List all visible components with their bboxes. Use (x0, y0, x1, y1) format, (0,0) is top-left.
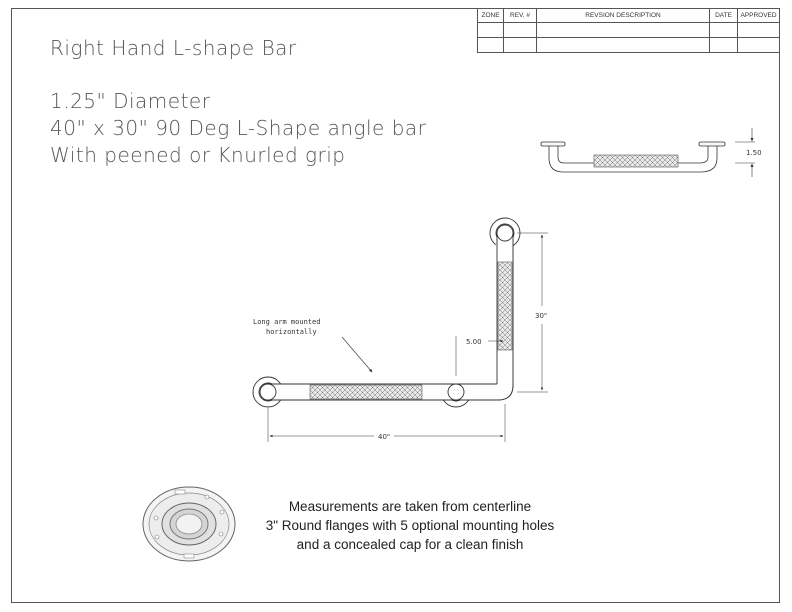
header-description: REVSION DESCRIPTION (537, 9, 710, 23)
l-bar-plan (253, 218, 520, 407)
side-view (541, 128, 755, 177)
drawing-title: Right Hand L-shape Bar (50, 36, 297, 60)
callout-line2: horizontally (266, 328, 317, 336)
note-cap: and a concealed cap for a clean finish (296, 537, 524, 552)
callout-line1: Long arm mounted (253, 318, 321, 326)
spec-diameter: 1.25" Diameter (50, 89, 211, 113)
header-zone: ZONE (478, 9, 504, 23)
note-flanges: 3" Round flanges with 5 optional mounting holes (265, 518, 555, 533)
header-date: DATE (710, 9, 738, 23)
spec-size: 40" x 30" 90 Deg L-Shape angle bar (50, 116, 427, 140)
spec-grip: With peened or Knurled grip (50, 143, 346, 167)
note-centerline: Measurements are taken from centerline (288, 499, 532, 514)
dim-horizontal-label: 40" (378, 433, 391, 441)
header-approved: APPROVED (738, 9, 780, 23)
dim-side-height: 1.50 (746, 149, 762, 157)
dim-vertical-label: 30" (535, 312, 548, 320)
dim-offset-label: 5.00 (466, 338, 482, 346)
header-rev: REV. # (504, 9, 537, 23)
